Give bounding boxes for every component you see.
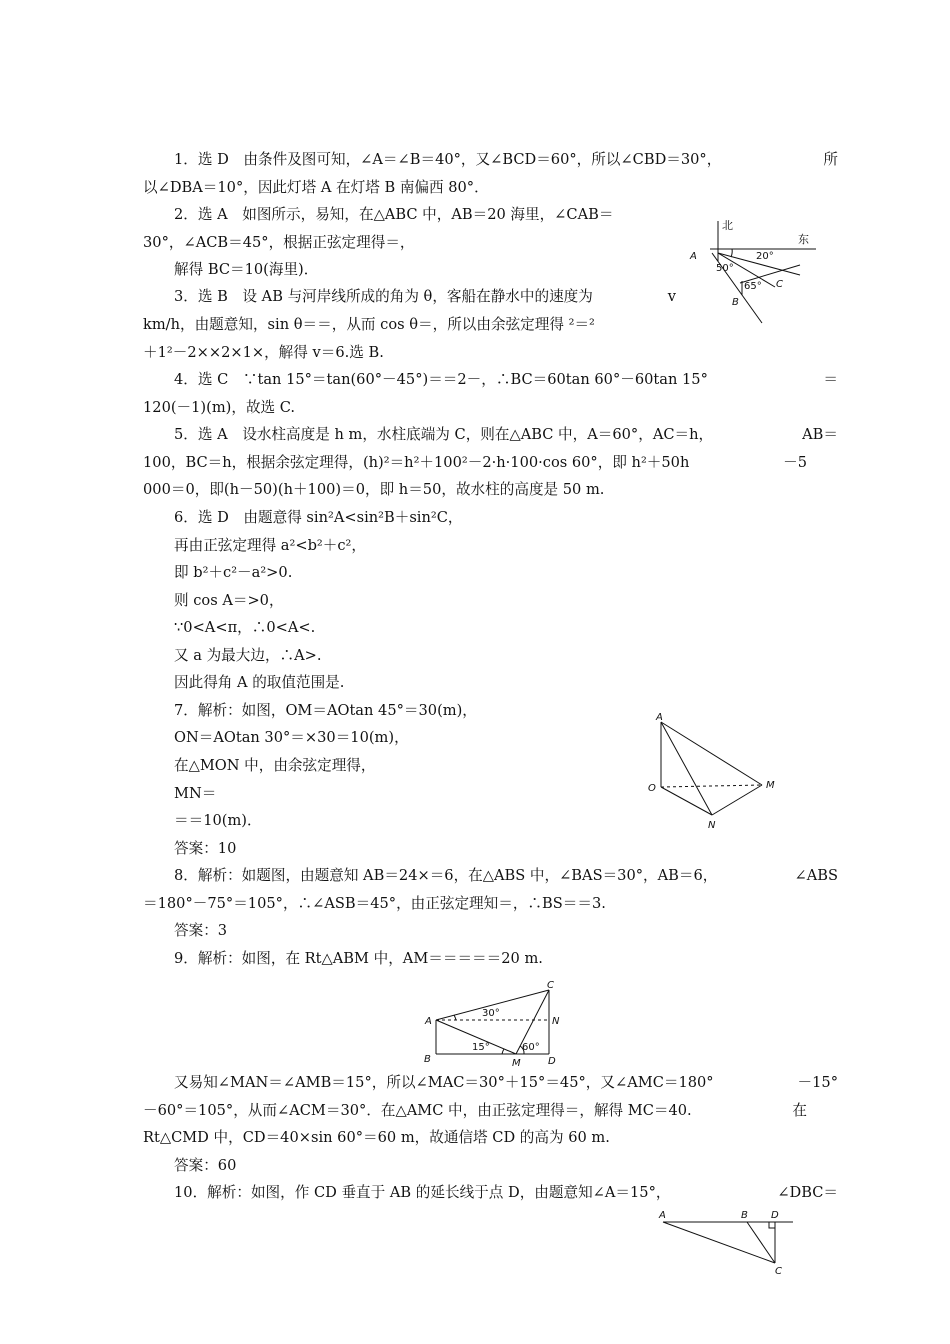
point-c-label: C (547, 980, 554, 991)
point-b-label: B (424, 1054, 431, 1065)
point-a-label: A (690, 251, 697, 262)
point-a-label: A (425, 1016, 432, 1027)
text-line: 3．选 B 设 AB 与河岸线所成的角为 θ，客船在静水中的速度为 v (174, 288, 676, 305)
text-line: －60°＝105°，从而∠ACM＝30°．在△AMC 中，由正弦定理得＝，解得 MC＝40. 在 (143, 1102, 807, 1119)
text-line: 6．选 D 由题意得 sin²A<sin²B＋sin²C， (174, 509, 463, 526)
point-b-label: B (732, 297, 739, 308)
text-line: 10．解析：如图，作 CD 垂直于 AB 的延长线于点 D，由题意知∠A＝15°， ∠DBC＝ (174, 1184, 838, 1201)
text-line: 又 a 为最大边，∴A>. (174, 647, 322, 664)
text-line: 答案：10 (174, 840, 237, 857)
point-d-label: D (548, 1056, 556, 1067)
east-label: 东 (798, 233, 809, 246)
text-line: 则 cos A＝>0， (174, 592, 284, 609)
point-d-label: D (771, 1210, 779, 1221)
angle-50-label: 50° (716, 263, 734, 274)
angle-20-label: 20° (756, 251, 774, 262)
point-c-label: C (775, 1266, 782, 1277)
text-line: 100，BC＝h，根据余弦定理得，(h)²＝h²＋100²－2·h·100·cos 60°，即 h²＋50h －5 (143, 454, 807, 471)
point-n-label: N (708, 820, 716, 831)
text-line: 在△MON 中，由余弦定理得， (174, 757, 376, 774)
tetrahedron-figure (640, 710, 790, 835)
point-c-label: C (776, 279, 783, 290)
text-line: 5．选 A 设水柱高度是 h m，水柱底端为 C，则在△ABC 中，A＝60°，AC＝h， AB＝ (174, 426, 838, 443)
tower-figure (420, 982, 570, 1070)
point-a-label: A (656, 712, 663, 723)
text-line: 30°，∠ACB＝45°，根据正弦定理得＝， (143, 234, 415, 251)
angle-15-label: 15° (472, 1042, 490, 1053)
text-line: ∵0<A<π，∴0<A<. (174, 619, 316, 636)
angle-30-label: 30° (482, 1008, 500, 1019)
text-line: ON＝AOtan 30°＝×30＝10(m)， (174, 729, 409, 746)
text-line: 又易知∠MAN＝∠AMB＝15°，所以∠MAC＝30°＋15°＝45°，又∠AMC＝180° －15° (174, 1074, 838, 1091)
text-line: 4．选 C ∵tan 15°＝tan(60°－45°)＝＝2－，∴BC＝60tan 60°－60tan 15° ＝ (174, 371, 838, 388)
text-line: 以∠DBA＝10°，因此灯塔 A 在灯塔 B 南偏西 80°． (143, 179, 489, 196)
text-line: 9．解析：如图，在 Rt△ABM 中，AM＝＝＝＝＝20 m. (174, 950, 543, 967)
point-o-label: O (648, 783, 656, 794)
text-line: 即 b²＋c²－a²>0. (174, 564, 293, 581)
bearing-figure (680, 215, 820, 325)
text-line: 解得 BC＝10(海里)． (174, 261, 319, 278)
text-line: 答案：60 (174, 1157, 237, 1174)
text-line: 120(－1)(m)，故选 C. (143, 399, 296, 416)
text-line: 1．选 D 由条件及图可知，∠A＝∠B＝40°，又∠BCD＝60°，所以∠CBD＝30°， 所 (174, 151, 838, 168)
text-line: 2．选 A 如图所示，易知，在△ABC 中，AB＝20 海里，∠CAB＝ (174, 206, 614, 223)
angle-65-label: 65° (744, 281, 762, 292)
text-line: Rt△CMD 中，CD＝40×sin 60°＝60 m，故通信塔 CD 的高为 60 m. (143, 1129, 610, 1146)
point-b-label: B (741, 1210, 748, 1221)
point-n-label: N (552, 1016, 560, 1027)
point-m-label: M (766, 780, 775, 791)
text-line: ＝180°－75°＝105°，∴∠ASB＝45°，由正弦定理知＝，∴BS＝＝3. (143, 895, 606, 912)
text-line: 000＝0，即(h－50)(h＋100)＝0，即 h＝50，故水柱的高度是 50 m. (143, 481, 605, 498)
text-line: ＝＝10(m)． (174, 812, 262, 829)
text-line: 答案：3 (174, 922, 228, 939)
text-line: 8．解析：如题图，由题意知 AB＝24×＝6，在△ABS 中，∠BAS＝30°，AB＝6， ∠ABS (174, 867, 838, 884)
north-label: 北 (722, 219, 733, 232)
text-line: 7．解析：如图，OM＝AOtan 45°＝30(m)， (174, 702, 477, 719)
text-line: 再由正弦定理得 a²<b²＋c²， (174, 537, 366, 554)
text-line: ＋1²－2××2×1×，解得 v＝6.选 B. (143, 344, 384, 361)
point-m-label: M (512, 1058, 521, 1069)
point-a-label: A (659, 1210, 666, 1221)
text-line: 因此得角 A 的取值范围是. (174, 674, 345, 691)
text-line: MN＝ (174, 785, 217, 802)
triangle-extension-figure (655, 1208, 800, 1278)
angle-60-label: 60° (522, 1042, 540, 1053)
text-line: km/h，由题意知，sin θ＝＝，从而 cos θ＝，所以由余弦定理得 ²＝² (143, 316, 595, 333)
